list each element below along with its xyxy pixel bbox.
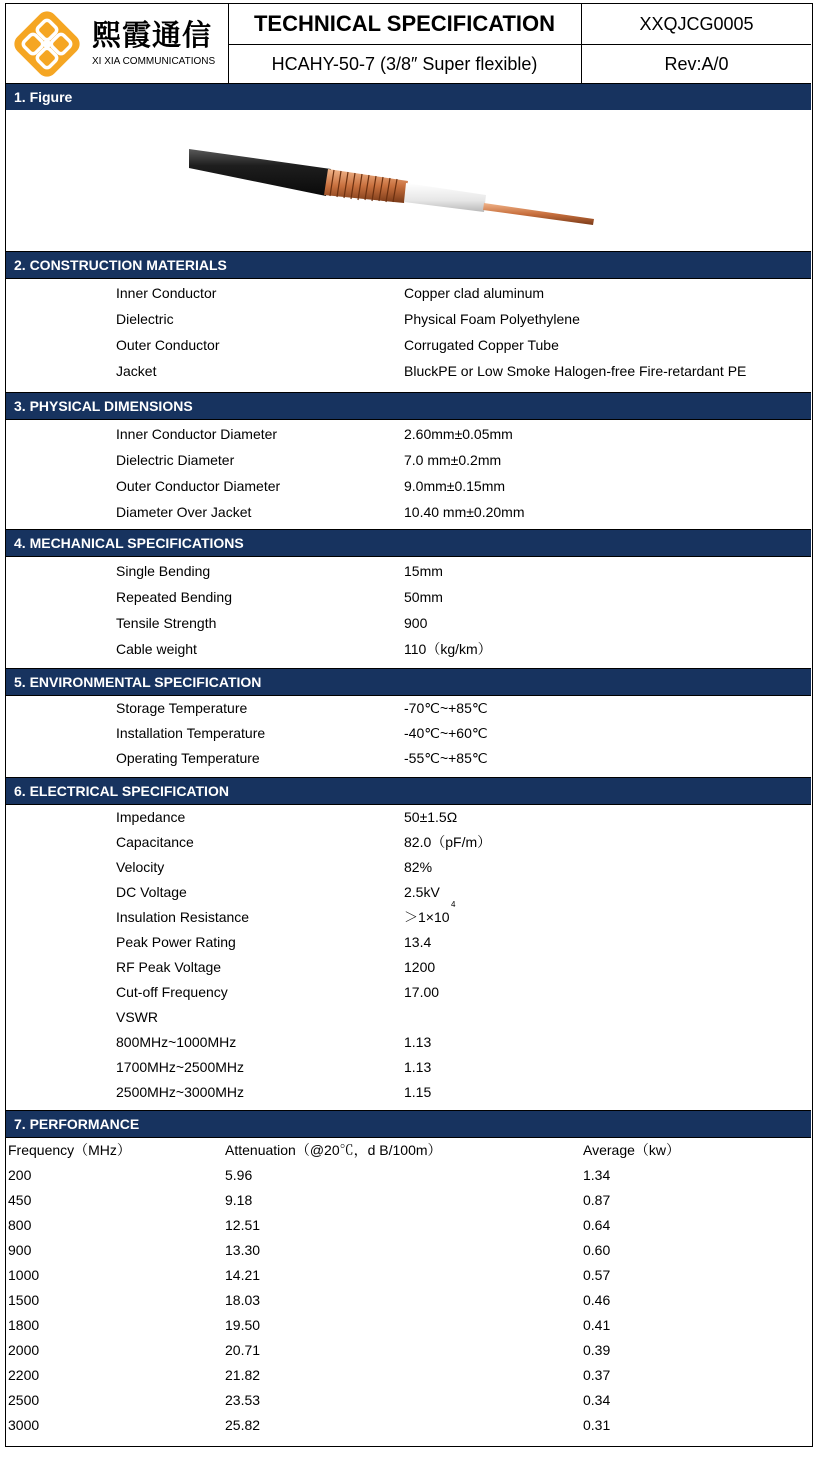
- spec-row: [6, 1007, 811, 1027]
- column-header-average-power: Average（kw）: [583, 1142, 681, 1158]
- header: [6, 4, 811, 84]
- divider: [6, 804, 811, 805]
- spec-row: [6, 982, 811, 1002]
- spec-value: -70℃~+85℃: [404, 700, 488, 716]
- attenuation-cell: 5.96: [225, 1167, 253, 1183]
- average-power-cell: 0.31: [583, 1417, 611, 1433]
- divider: [6, 1137, 811, 1138]
- performance-row: [6, 1340, 811, 1360]
- spec-value: Physical Foam Polyethylene: [404, 311, 580, 327]
- spec-row: [6, 561, 811, 581]
- performance-row: [6, 1290, 811, 1310]
- spec-value: 1.15: [404, 1084, 432, 1100]
- spec-value: -40℃~+60℃: [404, 725, 488, 741]
- attenuation-cell: 25.82: [225, 1417, 261, 1433]
- spec-value: 82%: [404, 859, 433, 875]
- frequency-cell: 2000: [8, 1342, 40, 1358]
- average-power-cell: 0.41: [583, 1317, 611, 1333]
- frequency-cell: 450: [8, 1192, 32, 1208]
- spec-row: [6, 1032, 811, 1052]
- average-power-cell: 0.60: [583, 1242, 611, 1258]
- spec-value: Copper clad aluminum: [404, 285, 545, 301]
- spec-label: Outer Conductor: [116, 337, 220, 353]
- frequency-cell: 1800: [8, 1317, 40, 1333]
- attenuation-cell: 19.50: [225, 1317, 261, 1333]
- attenuation-cell: 18.03: [225, 1292, 261, 1308]
- column-header-frequency: Frequency（MHz）: [8, 1142, 131, 1158]
- spec-label: Installation Temperature: [116, 725, 266, 741]
- section-title-performance: 7. PERFORMANCE: [6, 1111, 811, 1137]
- spec-label: 800MHz~1000MHz: [116, 1034, 237, 1050]
- divider: [6, 278, 811, 279]
- spec-value: 17.00: [404, 984, 440, 1000]
- performance-row: [6, 1240, 811, 1260]
- spec-row: [6, 832, 811, 852]
- spec-value: Corrugated Copper Tube: [404, 337, 559, 353]
- spec-row: [6, 932, 811, 952]
- performance-row: [6, 1190, 811, 1210]
- spec-value: 7.0 mm±0.2mm: [404, 452, 502, 468]
- performance-row: [6, 1415, 811, 1435]
- spec-label: Diameter Over Jacket: [116, 504, 252, 520]
- spec-row: [6, 283, 811, 303]
- spec-value: 2.5kV: [404, 884, 440, 900]
- average-power-cell: 0.46: [583, 1292, 611, 1308]
- spec-row: [6, 1057, 811, 1077]
- spec-label: Tensile Strength: [116, 615, 217, 631]
- divider: [6, 695, 811, 696]
- spec-row: [6, 424, 811, 444]
- performance-row: [6, 1215, 811, 1235]
- section-title-physical: 3. PHYSICAL DIMENSIONS: [6, 393, 811, 419]
- company-logo-icon: [11, 8, 83, 80]
- section-title-mechanical: 4. MECHANICAL SPECIFICATIONS: [6, 530, 811, 556]
- spec-row: [6, 748, 811, 768]
- spec-label: Peak Power Rating: [116, 934, 236, 950]
- average-power-cell: 1.34: [583, 1167, 611, 1183]
- spec-label: 2500MHz~3000MHz: [116, 1084, 245, 1100]
- average-power-cell: 0.34: [583, 1392, 611, 1408]
- attenuation-cell: 20.71: [225, 1342, 261, 1358]
- spec-row: Insulation Resistance ＞1×10 4: [116, 900, 456, 925]
- average-power-cell: 0.37: [583, 1367, 611, 1383]
- attenuation-cell: 23.53: [225, 1392, 261, 1408]
- frequency-cell: 2200: [8, 1367, 40, 1383]
- cable-model: HCAHY-50-7 (3/8″ Super flexible): [228, 45, 582, 83]
- spec-label: Outer Conductor Diameter: [116, 478, 281, 494]
- spec-label: Dielectric Diameter: [116, 452, 235, 468]
- average-power-cell: 0.57: [583, 1267, 611, 1283]
- document-title: TECHNICAL SPECIFICATION: [228, 4, 582, 45]
- spec-label: Impedance: [116, 809, 186, 825]
- spec-row: [6, 857, 811, 877]
- spec-row: [6, 450, 811, 470]
- spec-value: 900: [404, 615, 428, 631]
- spec-row: [6, 587, 811, 607]
- spec-value: 10.40 mm±0.20mm: [404, 504, 525, 520]
- frequency-cell: 3000: [8, 1417, 40, 1433]
- spec-row: [6, 361, 811, 381]
- performance-row: [6, 1165, 811, 1185]
- spec-label: Inner Conductor: [116, 285, 217, 301]
- spec-value: 15mm: [404, 563, 443, 579]
- spec-label: Dielectric: [116, 311, 174, 327]
- attenuation-cell: 14.21: [225, 1267, 261, 1283]
- spec-label: Jacket: [116, 363, 157, 379]
- spec-row: [6, 723, 811, 743]
- spec-value: 50±1.5Ω: [404, 809, 458, 825]
- spec-label: Velocity: [116, 859, 165, 875]
- frequency-cell: 900: [8, 1242, 32, 1258]
- spec-value: 1.13: [404, 1059, 432, 1075]
- spec-label: DC Voltage: [116, 884, 187, 900]
- spec-row: [6, 698, 811, 718]
- spec-row: [6, 476, 811, 496]
- attenuation-cell: 13.30: [225, 1242, 261, 1258]
- company-name-cn: 熙霞通信: [92, 18, 213, 52]
- average-power-cell: 0.64: [583, 1217, 611, 1233]
- spec-row: [6, 957, 811, 977]
- performance-row: [6, 1315, 811, 1335]
- spec-value: 9.0mm±0.15mm: [404, 478, 506, 494]
- attenuation-cell: 21.82: [225, 1367, 261, 1383]
- company-name-en: XI XIA COMMUNICATIONS: [92, 56, 216, 67]
- spec-row: [6, 882, 811, 902]
- spec-row: [6, 309, 811, 329]
- spec-row: [6, 502, 811, 522]
- frequency-cell: 1000: [8, 1267, 40, 1283]
- frequency-cell: 800: [8, 1217, 32, 1233]
- spec-label: Repeated Bending: [116, 589, 232, 605]
- performance-row: [6, 1365, 811, 1385]
- spec-label: Inner Conductor Diameter: [116, 426, 278, 442]
- spec-value: 1200: [404, 959, 436, 975]
- frequency-cell: 200: [8, 1167, 32, 1183]
- divider: [6, 556, 811, 557]
- average-power-cell: 0.87: [583, 1192, 611, 1208]
- spec-row: [6, 1082, 811, 1102]
- coaxial-cable-image: [6, 111, 811, 251]
- average-power-cell: 0.39: [583, 1342, 611, 1358]
- attenuation-cell: 9.18: [225, 1192, 253, 1208]
- spec-value: 1.13: [404, 1034, 432, 1050]
- spec-sheet: [5, 3, 813, 1447]
- cable-figure: [6, 111, 811, 251]
- spec-label: Operating Temperature: [116, 750, 260, 766]
- spec-value: ＞1×10: [404, 909, 450, 925]
- revision: Rev:A/0: [664, 54, 729, 74]
- spec-row: [6, 613, 811, 633]
- document-number: XXQJCG0005: [582, 4, 811, 45]
- frequency-cell: 1500: [8, 1292, 40, 1308]
- spec-label: VSWR: [116, 1009, 158, 1025]
- spec-label: Insulation Resistance: [116, 909, 250, 925]
- performance-header-row: [6, 1140, 811, 1160]
- spec-row: [6, 807, 811, 827]
- spec-value: 82.0（pF/m）: [404, 834, 492, 850]
- section-title-construction: 2. CONSTRUCTION MATERIALS: [6, 252, 811, 278]
- spec-label: RF Peak Voltage: [116, 959, 222, 975]
- spec-label: Single Bending: [116, 563, 211, 579]
- section-title-environmental: 5. ENVIRONMENTAL SPECIFICATION: [6, 669, 811, 695]
- spec-label: Storage Temperature: [116, 700, 248, 716]
- spec-value: -55℃~+85℃: [404, 750, 488, 766]
- section-title-figure: 1. Figure: [6, 84, 811, 110]
- attenuation-cell: 12.51: [225, 1217, 261, 1233]
- spec-label: 1700MHz~2500MHz: [116, 1059, 245, 1075]
- spec-value: 50mm: [404, 589, 443, 605]
- spec-value: 110（kg/km）: [404, 641, 492, 657]
- spec-value: BluckPE or Low Smoke Halogen-free Fire-retardant PE: [404, 363, 747, 379]
- spec-label: Cut-off Frequency: [116, 984, 228, 1000]
- performance-row: [6, 1265, 811, 1285]
- section-title-electrical: 6. ELECTRICAL SPECIFICATION: [6, 778, 811, 804]
- spec-row: [6, 639, 811, 659]
- logo-cell: [6, 4, 229, 83]
- spec-value: 2.60mm±0.05mm: [404, 426, 513, 442]
- column-header-attenuation: Attenuation（@20℃，d B/100m）: [225, 1142, 442, 1158]
- spec-value: 13.4: [404, 934, 432, 950]
- spec-row: [6, 335, 811, 355]
- spec-label: Capacitance: [116, 834, 194, 850]
- performance-row: [6, 1390, 811, 1410]
- divider: [6, 419, 811, 420]
- spec-label: Cable weight: [116, 641, 197, 657]
- frequency-cell: 2500: [8, 1392, 40, 1408]
